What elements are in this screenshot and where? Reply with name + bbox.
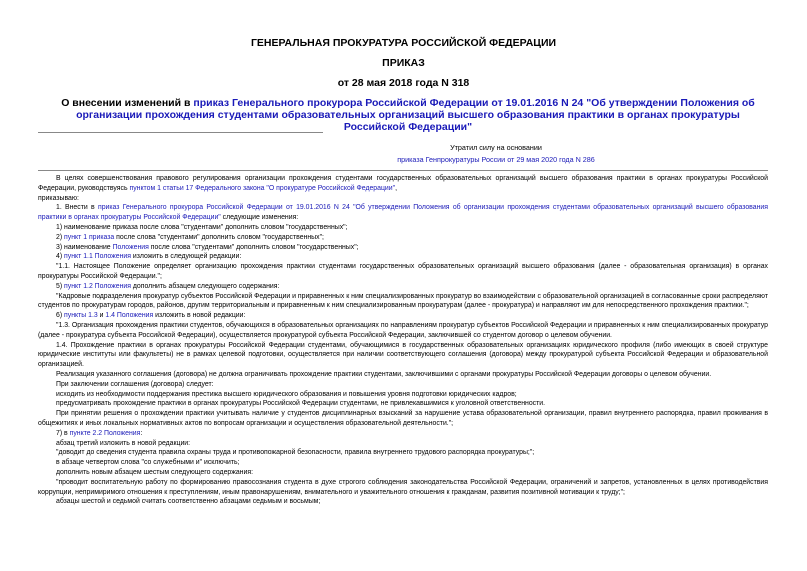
order-24-link[interactable]: приказ Генерального прокурора Российской Федерации от 19.01.2016 N 24 "Об утверждении Положения об организации прохождения студентами образовательных организаций высшего образования практики в органах прокуратуры Российской Федерации"	[38, 204, 768, 222]
header-divider	[38, 132, 323, 133]
p1-text: 1. Внести в	[56, 204, 98, 212]
amend-para-6: дополнить новым абзацем шестым следующего содержания:	[56, 468, 253, 476]
order-word: приказываю:	[38, 194, 79, 202]
amend-para-6-text: "проводит воспитательную работу по формированию правосознания студента в духе строгого соблюдения законодательства Российской Федерации, ограничений и запретов, установленных в целях противодействия коррупции, непримиримого отношения к преступлениям, иным правонарушениям, внимательного и уважительного отношения к гражданам, развития позитивной мотивации к труду;";	[38, 478, 768, 496]
p1-tail: следующие изменения:	[220, 214, 299, 222]
amend-para-renumber: абзацы шестой и седьмой считать соответственно абзацами седьмым и восьмым;	[56, 498, 321, 506]
quote-prestige: исходить из необходимости поддержания престижа высшего юридического образования и повышения уровня подготовки юридических кадров;	[56, 390, 517, 398]
document-date-number: от 28 мая 2018 года N 318	[337, 77, 470, 89]
expiry-note	[236, 142, 756, 166]
law-article-link[interactable]: пунктом 1 статьи 17 Федерального закона "О прокуратуре Российской Федерации"	[129, 184, 396, 192]
i5-text: 5)	[56, 282, 65, 290]
regulation-point-1-1-link[interactable]: пункт 1.1 Положения	[64, 253, 131, 261]
i7-tail: :	[140, 429, 143, 437]
title-prefix: О внесении изменений в	[61, 97, 194, 109]
amend-para-3: абзац третий изложить в новой редакции:	[56, 439, 191, 447]
item-3	[38, 243, 768, 253]
i3-tail: после слова "студентами" дополнить словом "государственных";	[148, 243, 359, 251]
quote-1-4: 1.4. Прохождение практики в органах прокуратуры Российской Федерации студентами, обучающимися в государственных образовательных организациях юридического профиля (либо имеющих в своей структуре юридические институты или факультеты) не в рамках целевой подготовки, осуществляется при наличии соответствующего соглашения (договора) между прокуратурой субъекта Российской Федерации и образовательной организацией.	[38, 341, 768, 369]
item-4	[38, 252, 768, 262]
item-2	[38, 233, 768, 243]
intro-text: В целях совершенствования правового регулирования организации прохождения студентами государственных образовательных организаций высшего образования практики в органах прокуратуры Российской Федерации, руководствуясь	[38, 175, 768, 192]
i6-mid: и	[97, 312, 106, 320]
item-7	[38, 429, 768, 439]
quote-disciplinary: При принятии решения о прохождении практики учитывать наличие у студентов дисциплинарных взысканий за нарушение устава образовательной организации, правил внутреннего распорядка, правил проживания в общежитиях и иных локальных нормативных актов по вопросам организации и осуществления образовательной деятельности.";	[38, 410, 768, 427]
i6-text: 6)	[56, 312, 65, 320]
i4-text: 4)	[56, 253, 65, 261]
i3-text: 3) наименование	[56, 243, 113, 251]
i2-text: 2)	[56, 233, 65, 241]
expiry-order-link[interactable]: приказа Генпрокуратуры России от 29 мая 2020 года N 286	[397, 155, 595, 164]
paragraph-1	[38, 203, 768, 223]
intro-tail: ,	[395, 184, 397, 192]
quote-1-3: "1.3. Организация прохождения практики студентов, обучающихся в образовательных организациях по направлениям прокуратур субъектов Российской Федерации и приравненных к ним специализированных прокуратур (далее - прокуратура субъекта Российской Федерации), осуществляется прокуратурой субъекта Российской Федерации, заключившей со студентом договор о целевом обучении.	[38, 321, 768, 339]
item-5	[38, 282, 768, 292]
document-title	[58, 97, 758, 133]
issuing-organization: ГЕНЕРАЛЬНАЯ ПРОКУРАТУРА РОССИЙСКОЙ ФЕДЕРАЦИИ	[250, 37, 557, 49]
i5-tail: дополнить абзацем следующего содержания:	[131, 282, 280, 290]
document-body	[38, 174, 768, 507]
item-1: 1) наименование приказа после слова "студентами" дополнить словом "государственных";	[56, 223, 348, 231]
item-6	[38, 311, 768, 321]
i4-tail: изложить в следующей редакции:	[131, 253, 242, 261]
regulation-link[interactable]: Положения	[112, 243, 149, 251]
quote-1-1: "1.1. Настоящее Положение определяет организацию прохождения практики студентами государственных образовательных организаций высшего образования (далее - образовательная организация) в органах прокуратуры Российской Федерации.";	[38, 263, 768, 280]
regulation-point-1-3-link[interactable]: пункты 1.3	[64, 312, 98, 320]
regulation-point-1-4-link[interactable]: 1.4 Положения	[105, 312, 154, 320]
i2-tail: после слова "студентами" дополнить словом "государственных";	[114, 233, 324, 241]
expiry-note-label: Утратил силу на основании	[450, 143, 542, 152]
quote-1-2: "Кадровые подразделения прокуратур субъектов Российской Федерации и приравненных к ним специализированных прокуратур во взаимодействии с образовательной организацией в согласованные сроки распределяют студентов по прокуратурам городов, районов, другим территориальным и приравненным к ним специализированным прокуратурам (далее - прокуратура) и направляют им для непосредственного прохождения практики.";	[38, 292, 768, 310]
order-point-1-link[interactable]: пункт 1 приказа	[64, 233, 115, 241]
amend-para-4: в абзаце четвертом слова "со служебными и" исключить;	[56, 459, 240, 467]
intro-paragraph	[38, 174, 768, 194]
quote-no-criminal: предусматривать прохождение практики в органах прокуратуры Российской Федерации студентами, не привлекавшимися к уголовной ответственности.	[56, 400, 546, 408]
regulation-point-2-2-link[interactable]: пункте 2.2 Положения	[69, 429, 141, 437]
title-amended-order-link[interactable]: приказ Генерального прокурора Российской Федерации от 19.01.2016 N 24 "Об утверждении Положения об организации прохождения студентами образовательных организаций высшего образования практики в органах прокуратуры Российской Федерации"	[76, 97, 755, 133]
body-divider	[38, 170, 768, 171]
i6-tail: изложить в новой редакции:	[153, 312, 246, 320]
document-type: ПРИКАЗ	[382, 57, 425, 69]
i7-text: 7) в	[56, 429, 70, 437]
amend-para-3-text: "доводит до сведения студента правила охраны труда и противопожарной безопасности, правила внутреннего трудового распорядка прокуратуры;";	[56, 449, 535, 457]
quote-agreement: Реализация указанного соглашения (договора) не должна ограничивать прохождение практики студентами, заключившими с органами прокуратуры Российской Федерации договоры о целевом обучении.	[56, 370, 712, 378]
quote-conclusion: При заключении соглашения (договора) следует:	[56, 380, 214, 388]
regulation-point-1-2-link[interactable]: пункт 1.2 Положения	[64, 282, 131, 290]
